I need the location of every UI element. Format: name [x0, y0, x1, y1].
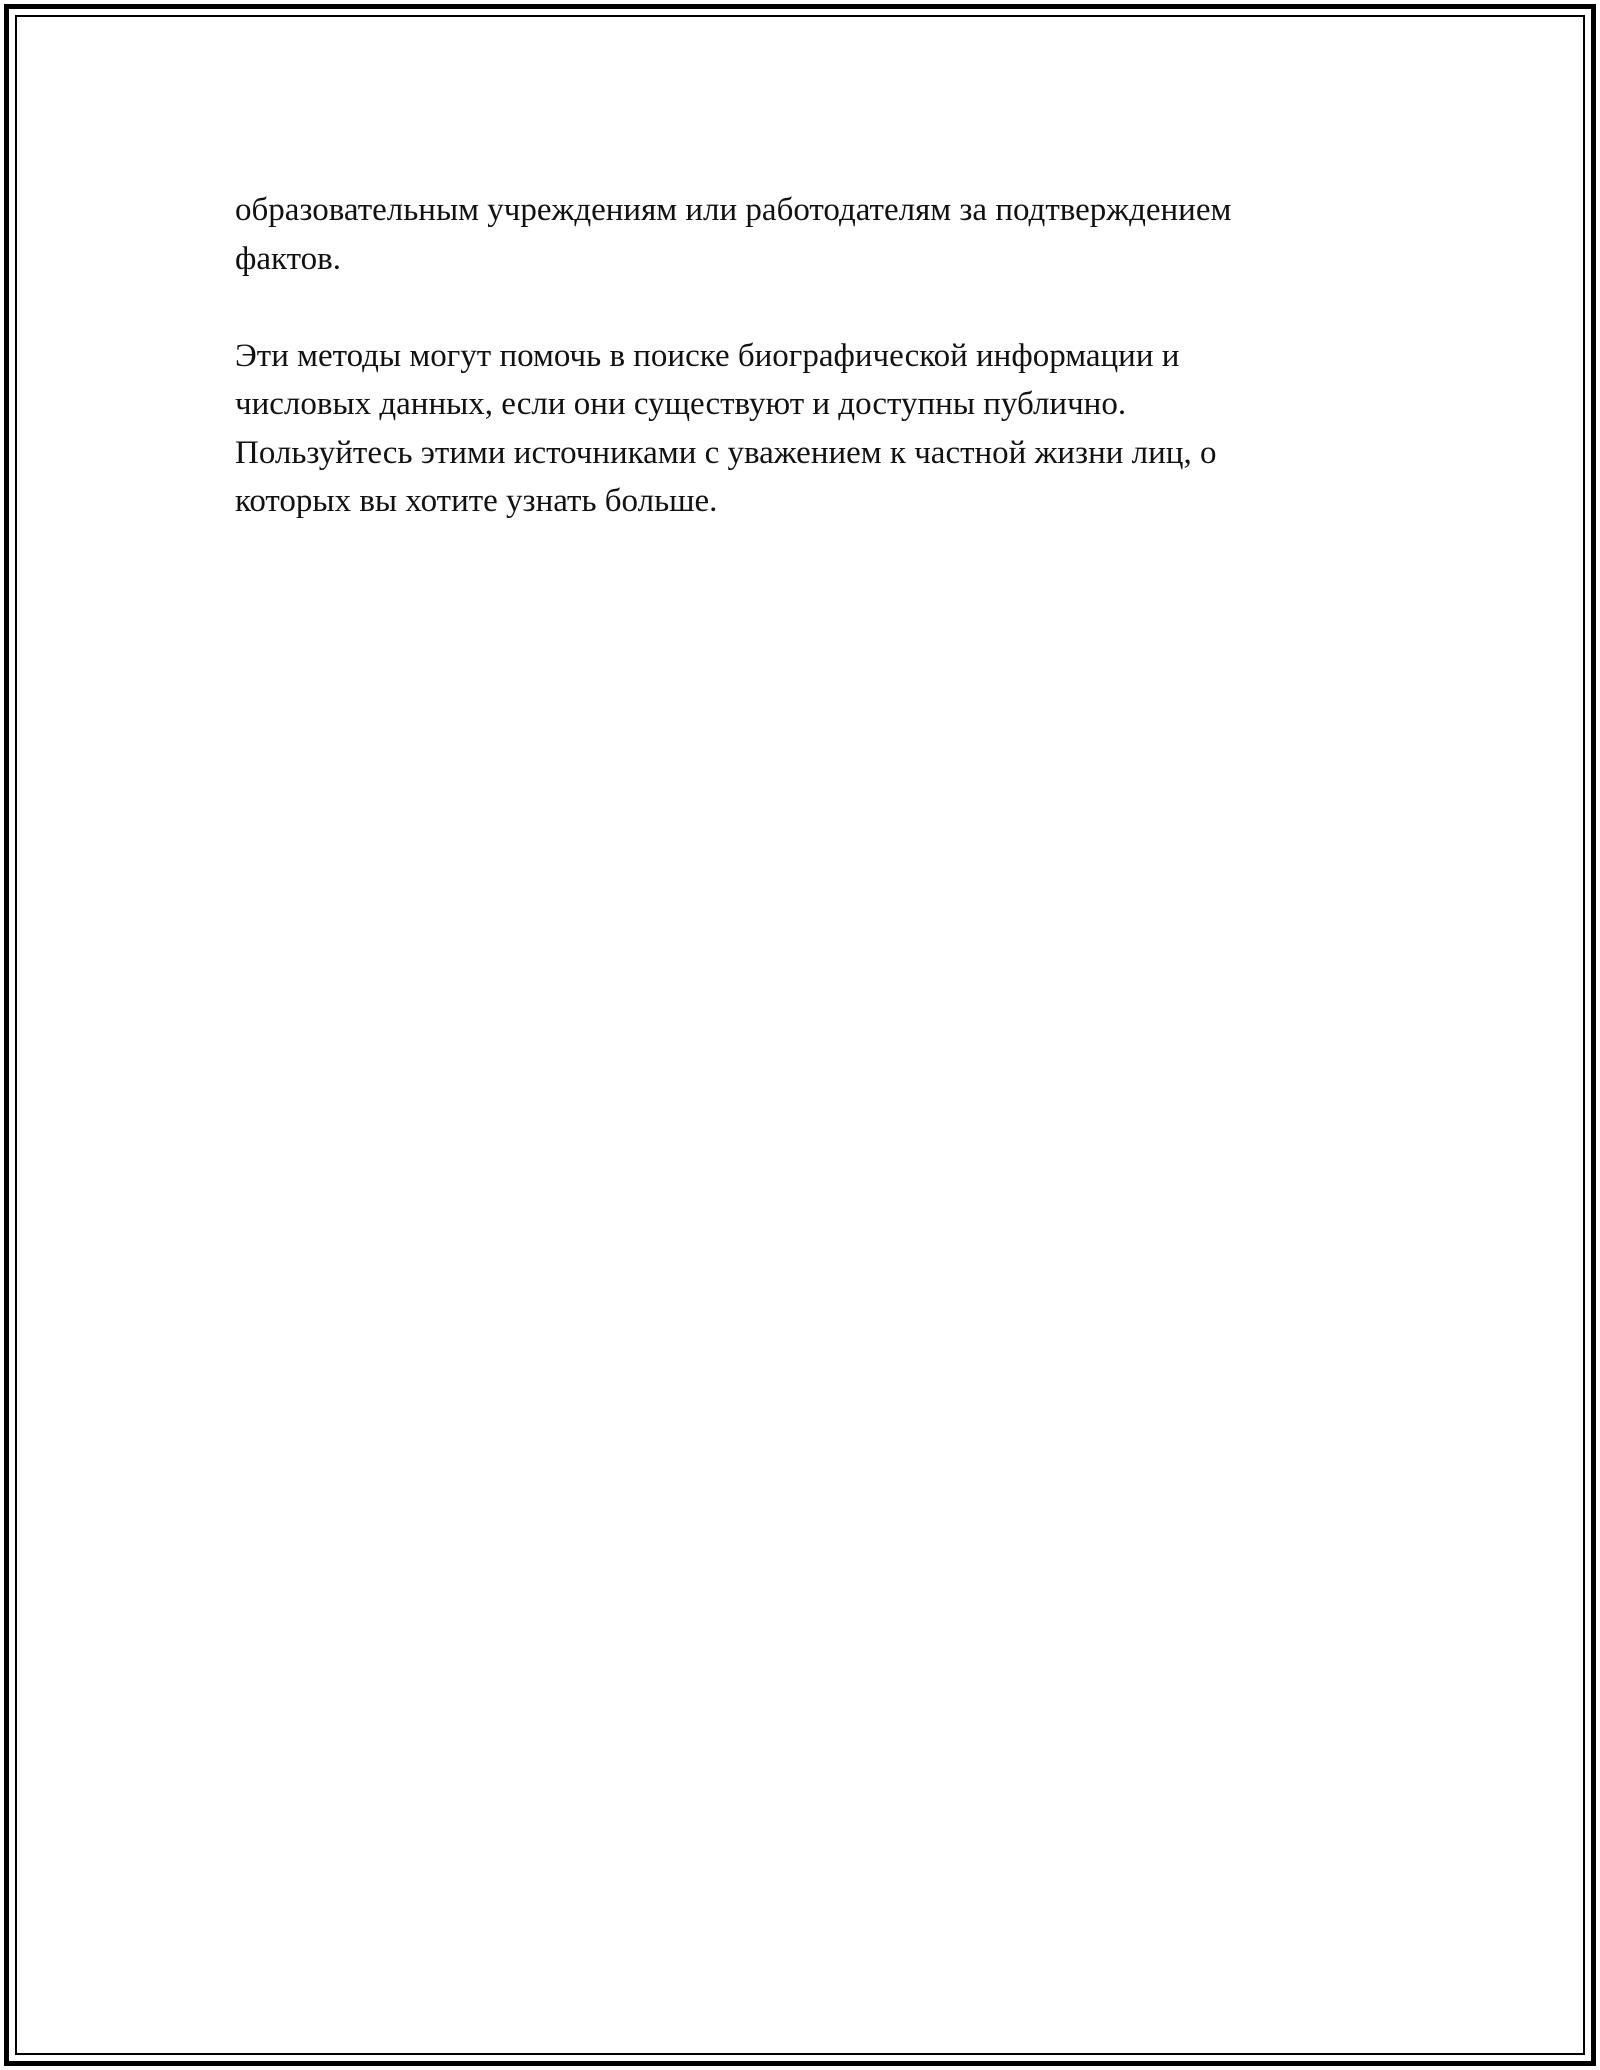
document-body [235, 186, 1375, 574]
paragraph-line: образовательным учреждениям или работодателям за подтверждением [235, 192, 1232, 228]
paragraph-1 [235, 186, 1375, 283]
paragraph-line: которых вы хотите узнать больше. [235, 483, 718, 519]
paragraph-2 [235, 332, 1375, 526]
paragraph-line: Эти методы могут помочь в поиске биографической информации и [235, 337, 1180, 374]
paragraph-line: Пользуйтесь этими источниками с уважением к частной жизни лиц, о [235, 434, 1217, 471]
paragraph-line: числовых данных, если они существуют и доступны публично. [235, 386, 1127, 422]
paragraph-line: фактов. [235, 240, 341, 277]
